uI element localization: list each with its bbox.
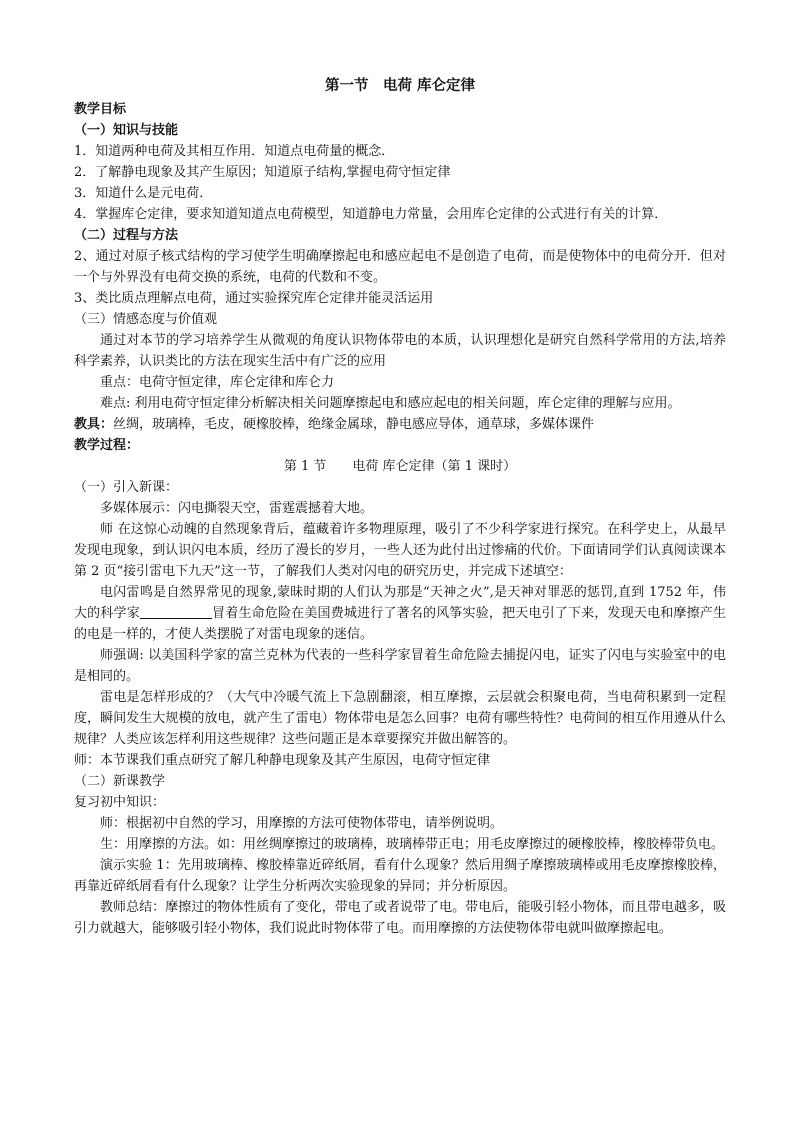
lesson-paragraph: 师：根据初中自然的学习，用摩擦的方法可使物体带电，请举例说明。 [100,816,504,831]
fill-blank[interactable] [140,604,212,619]
fill-text-after: 冒着生命危险在美国费城进行了著名的风筝实验，把天电引了下来，发现天电和摩擦产生的电是一样的，才使人类摆脱了对雷电现象的迷信。 [74,606,726,642]
process-heading: 教学过程： [74,438,140,453]
attitude-text: 通过对本节的学习培养学生从微观的角度认识物体带电的本质，认识理想化是研究自然科学常用的方法,培养科学素养，认识类比的方法在现实生活中有广泛的应用 [74,333,726,369]
objective-item: 3．知道什么是元电荷． [74,186,213,201]
knowledge-skills-heading: （一）知识与技能 [74,123,179,138]
intro-paragraph: 师强调: 以美国科学家的富兰克林为代表的一些科学家冒着生命危险去捕捉闪电，证实了闪电与实验室中的电是相同的。 [74,648,726,684]
page-title: 第一节 电荷 库仑定律 [324,78,476,94]
key-point: 重点：电荷守恒定律，库仑定律和库仑力 [100,375,335,390]
tools-label: 教具： [74,417,114,432]
objective-item: 1．知道两种电荷及其相互作用．知道点电荷量的概念． [74,144,395,159]
difficult-point: 难点: 利用电荷守恒定律分析解决相关问题摩擦起电和感应起电的相关问题，库仑定律的理解与应用。 [100,396,681,411]
review-heading: 复习初中知识： [74,795,166,810]
objective-item: 3、类比质点理解点电荷，通过实验探究库仑定律并能灵活运用 [74,291,434,306]
fill-blank-paragraph [74,582,726,645]
fill-text-before: 电闪雷鸣是自然界常见的现象,蒙昧时期的人们认为那是“天神之火”,是天神对罪恶的惩罚,直到 1752 年，伟大的科学家 [74,585,726,621]
intro-paragraph: 师：本节课我们重点研究了解几种静电现象及其产生原因，电荷守恒定律 [74,753,491,768]
new-lesson-heading: （二）新课教学 [74,774,166,789]
intro-paragraph: 多媒体展示：闪电撕裂天空，雷霆震撼着大地。 [100,501,374,516]
objective-item: 2．了解静电现象及其产生原因；知道原子结构,掌握电荷守恒定律 [74,165,451,180]
process-method-heading: （二）过程与方法 [74,228,179,243]
lesson-subtitle: 第 1 节 电荷 库仑定律（第 1 课时） [283,459,517,474]
teaching-tools [74,414,726,435]
lesson-paragraph: 演示实验 1：先用玻璃棒、橡胶棒靠近碎纸屑，看有什么现象？然后用绸子摩擦玻璃棒或用毛皮摩擦橡胶棒，再靠近碎纸屑看有什么现象？让学生分析两次实验现象的异同；并分析原因。 [74,858,726,894]
objective-item: 2、通过对原子核式结构的学习使学生明确摩擦起电和感应起电不是创造了电荷，而是使物体中的电荷分开．但对一个与外界没有电荷交换的系统，电荷的代数和不变。 [74,249,726,285]
lesson-paragraph: 生：用摩擦的方法。如：用丝绸摩擦过的玻璃棒，玻璃棒带正电；用毛皮摩擦过的硬橡胶棒，橡胶棒带负电。 [100,837,725,852]
tools-text: 丝绸，玻璃棒，毛皮，硬橡胶棒，绝缘金属球，静电感应导体，通草球，多媒体课件 [113,417,595,432]
intro-paragraph: 雷电是怎样形成的？（大气中冷暖气流上下急剧翻滚，相互摩擦，云层就会积聚电荷，当电荷积累到一定程度，瞬间发生大规模的放电，就产生了雷电）物体带电是怎么回事？电荷有哪些特性？电荷间的相互作用遵从什么规律？人类应该怎样利用这些规律？这些问题正是本章要探究并做出解答的。 [74,690,726,747]
intro-heading: （一）引入新课： [74,480,179,495]
attitude-values-heading: （三）情感态度与价值观 [74,312,218,327]
document-page [74,74,726,939]
objective-item: 4．掌握库仑定律，要求知道知道点电荷模型，知道静电力常量，会用库仑定律的公式进行有关的计算． [74,207,668,222]
lesson-paragraph: 教师总结：摩擦过的物体性质有了变化，带电了或者说带了电。带电后，能吸引轻小物体，而且带电越多，吸引力就越大，能够吸引轻小物体，我们说此时物体带了电。而用摩擦的方法使物体带电就叫做摩擦起电。 [74,900,726,936]
intro-paragraph: 师 在这惊心动魄的自然现象背后，蕴藏着许多物理原理，吸引了不少科学家进行探究。在科学史上，从最早发现电现象，到认识闪电本质，经历了漫长的岁月，一些人还为此付出过惨痛的代价。下面请同学们认真阅读课本第 2 页“接引雷电下九天”这一节，了解我们人类对闪电的研究历史，并完成下述填空： [74,522,726,579]
objectives-heading: 教学目标 [74,102,127,117]
